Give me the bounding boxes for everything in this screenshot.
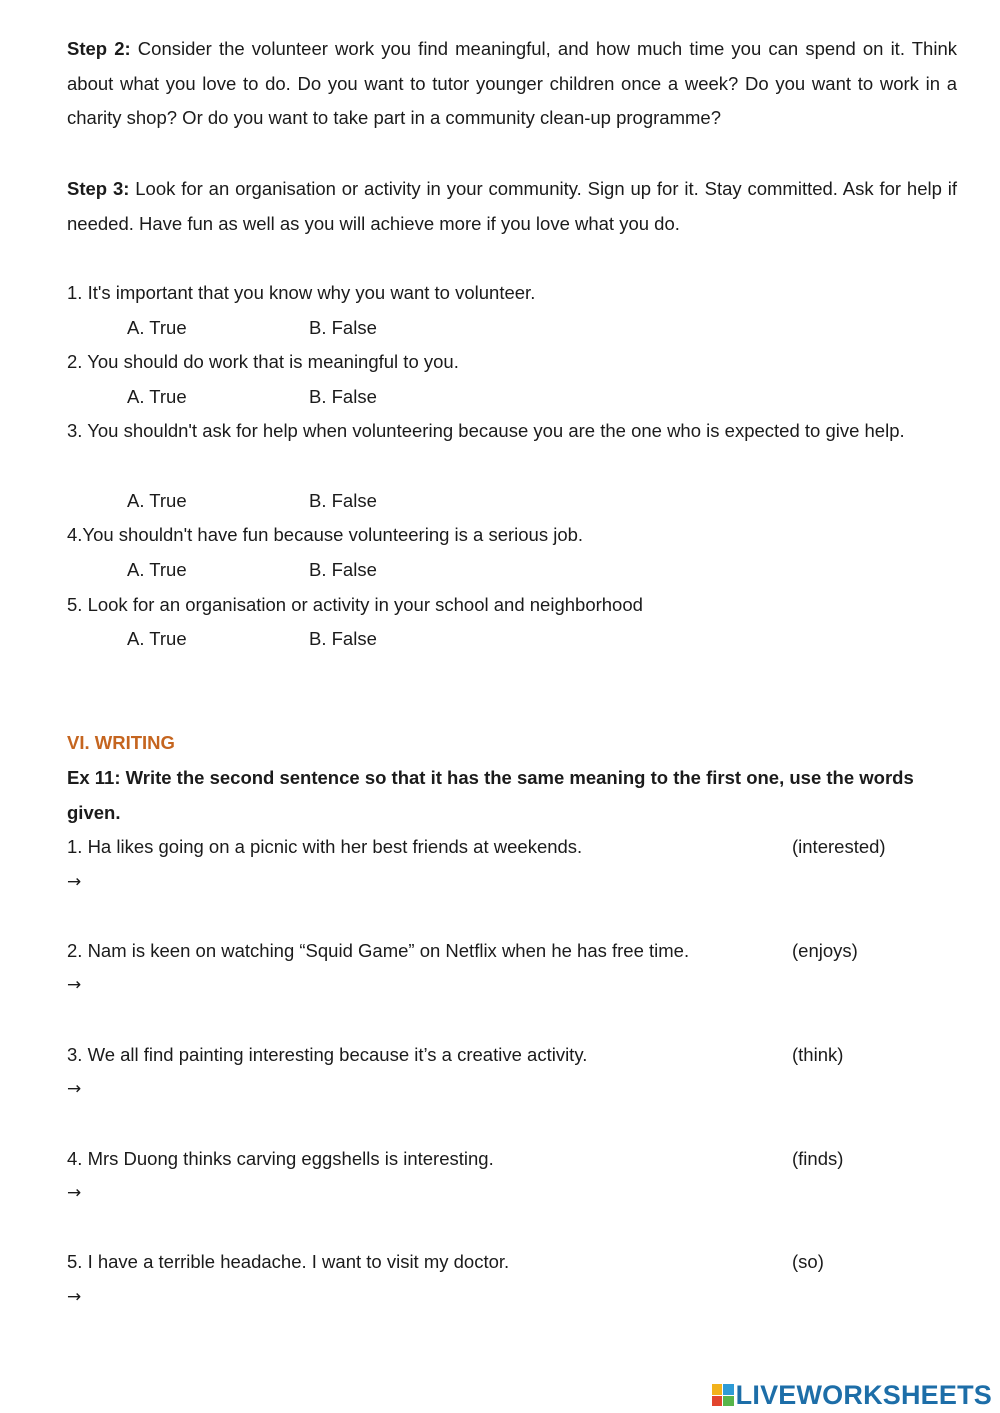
question-1: 1. It's important that you know why you want to volunteer. <box>67 282 536 303</box>
question-4-option-b[interactable]: B. False <box>309 559 377 580</box>
question-5-option-b[interactable]: B. False <box>309 628 377 649</box>
step-2-label: Step 2: <box>67 38 131 59</box>
writing-item-1-answer-arrow[interactable]: → <box>67 872 82 892</box>
writing-item-3-sentence: 3. We all find painting interesting because it’s a creative activity. <box>67 1044 588 1065</box>
question-2-option-b[interactable]: B. False <box>309 386 377 407</box>
question-1-option-a[interactable]: A. True <box>127 317 187 338</box>
question-4: 4.You shouldn't have fun because volunteering is a serious job. <box>67 524 584 545</box>
step-3-text: Look for an organisation or activity in your community. Sign up for it. Stay committed. Ask for help if needed. Have fun as well as you will achieve more if you love what you do. <box>67 178 957 234</box>
exercise-11-instruction: Ex 11: Write the second sentence so that it has the same meaning to the first one, use the words given. <box>67 767 914 823</box>
writing-item-2-sentence: 2. Nam is keen on watching “Squid Game” on Netflix when he has free time. <box>67 940 690 961</box>
writing-item-3-answer-arrow[interactable]: → <box>67 1079 82 1099</box>
writing-item-1-sentence: 1. Ha likes going on a picnic with her best friends at weekends. <box>67 836 583 857</box>
question-2: 2. You should do work that is meaningful to you. <box>67 351 459 372</box>
writing-item-4-hint: (finds) <box>792 1148 844 1169</box>
step-3-paragraph <box>67 172 957 241</box>
writing-item-5-sentence: 5. I have a terrible headache. I want to visit my doctor. <box>67 1251 510 1272</box>
step-2-paragraph <box>67 32 957 136</box>
question-3-option-a[interactable]: A. True <box>127 490 187 511</box>
question-5: 5. Look for an organisation or activity in your school and neighborhood <box>67 594 643 615</box>
writing-item-4-answer-arrow[interactable]: → <box>67 1183 82 1203</box>
writing-item-1-hint: (interested) <box>792 836 886 857</box>
question-2-option-a[interactable]: A. True <box>127 386 187 407</box>
step-2-text: Consider the volunteer work you find meaningful, and how much time you can spend on it. Think about what you love to do. Do you want to tutor younger children once a week? Do you want to work in a charity shop? Or do you want to take part in a community clean-up programme? <box>67 38 957 129</box>
liveworksheets-logo-text: LIVEWORKSHEETS <box>735 1379 992 1410</box>
liveworksheets-logo-icon <box>712 1384 734 1406</box>
writing-item-3-hint: (think) <box>792 1044 844 1065</box>
question-5-option-a[interactable]: A. True <box>127 628 187 649</box>
writing-item-2-hint: (enjoys) <box>792 940 858 961</box>
question-4-option-a[interactable]: A. True <box>127 559 187 580</box>
step-3-label: Step 3: <box>67 178 130 199</box>
question-3: 3. You shouldn't ask for help when volunteering because you are the one who is expected to give help. <box>67 420 905 441</box>
liveworksheets-logo[interactable] <box>712 1381 992 1409</box>
question-3-option-b[interactable]: B. False <box>309 490 377 511</box>
writing-item-5-hint: (so) <box>792 1251 824 1272</box>
writing-item-4-sentence: 4. Mrs Duong thinks carving eggshells is interesting. <box>67 1148 494 1169</box>
question-1-option-b[interactable]: B. False <box>309 317 377 338</box>
writing-item-5-answer-arrow[interactable]: → <box>67 1287 82 1307</box>
writing-item-2-answer-arrow[interactable]: → <box>67 975 82 995</box>
writing-heading: VI. WRITING <box>67 732 175 753</box>
